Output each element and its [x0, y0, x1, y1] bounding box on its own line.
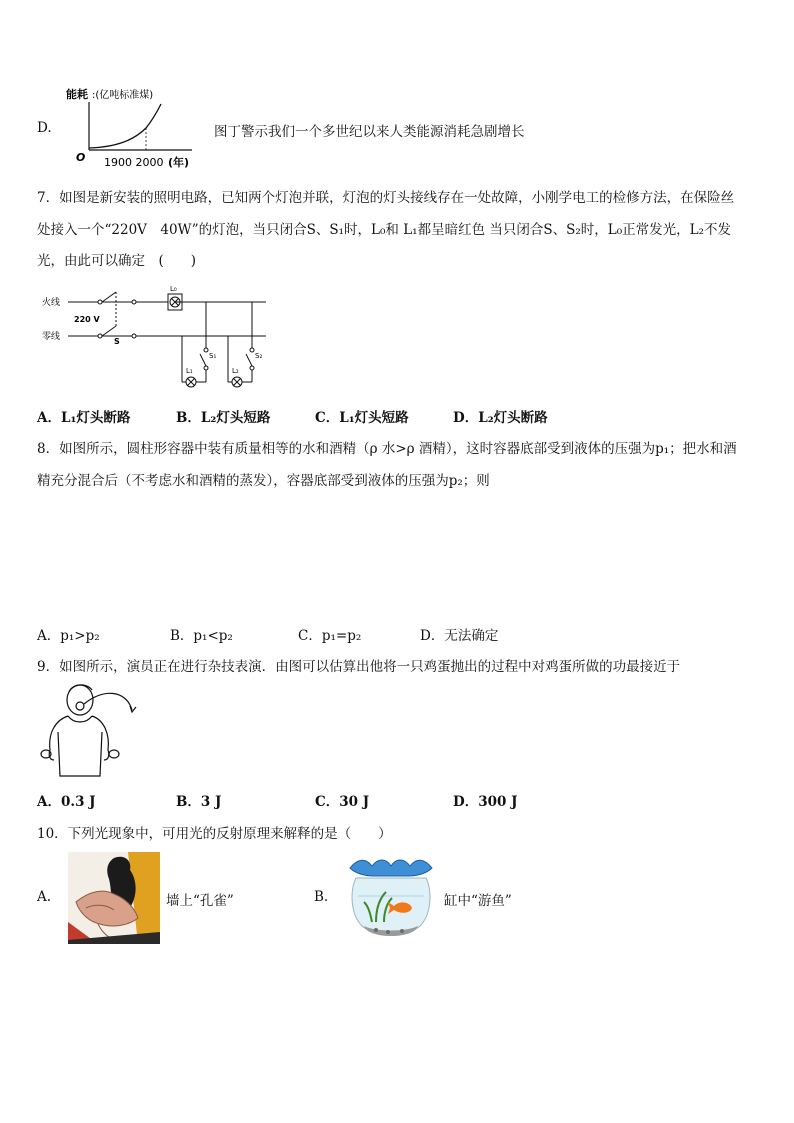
- q10-option-b-text: 缸中“游鱼”: [444, 893, 512, 909]
- q9-option-b: B．3 J: [176, 794, 222, 810]
- graph-x-ticks: 1900 2000: [104, 156, 164, 169]
- q8-option-c: C．p₁=p₂: [298, 628, 362, 644]
- q9-option-c: C．30 J: [315, 794, 370, 810]
- graph-curve: [89, 104, 161, 148]
- voltage-label: 220 V: [74, 315, 100, 324]
- q8-option-a: A．p₁>p₂: [37, 628, 100, 644]
- q9-stem-line1: 9．如图所示，演员正在进行杂技表演．由图可以估算出他将一只鸡蛋抛出的过程中对鸡蛋所做的功最接近于: [37, 659, 681, 675]
- q7-option-d: D．L₂灯头断路: [453, 410, 548, 426]
- lamp-l0-label: L₀: [170, 285, 177, 293]
- fish-bowl-image: [346, 856, 436, 942]
- graph-ylabel-unit: :(亿吨标准煤): [92, 90, 154, 101]
- q6-option-d-label: D.: [37, 120, 52, 136]
- q10-option-a-label: A.: [37, 889, 52, 905]
- switch-s2-label: S₂: [255, 352, 263, 360]
- circuit-diagram: [36, 280, 276, 392]
- q7-stem-line1: 7．如图是新安装的照明电路，已知两个灯泡并联，灯泡的灯头接线存在一处故障，小刚学电工的检修方法，在保险丝: [37, 190, 735, 206]
- q6-option-d-statement: 图丁警示我们一个多世纪以来人类能源消耗急剧增长: [214, 124, 525, 140]
- neutral-wire-label: 零线: [42, 332, 61, 342]
- juggler-illustration: [34, 680, 144, 784]
- q10-stem-line1: 10．下列光现象中，可用光的反射原理来解释的是（ ）: [37, 826, 392, 842]
- switch-s1-label: S₁: [209, 352, 217, 360]
- lamp-l2-label: L₂: [232, 367, 239, 375]
- energy-consumption-graph: [62, 84, 212, 172]
- q8-stem-line1: 8．如图所示，圆柱形容器中装有质量相等的水和酒精（ρ 水>ρ 酒精），这时容器底部受到液体的压强为p₁；把水和酒: [37, 441, 737, 457]
- lamp-l1-label: L₁: [186, 367, 193, 375]
- graph-origin: O: [76, 151, 86, 164]
- live-wire-label: 火线: [42, 298, 61, 308]
- hand-shadow-peacock-image: [68, 852, 160, 944]
- q7-option-c: C．L₁灯头短路: [315, 410, 409, 426]
- graph-x-unit: (年): [168, 156, 190, 169]
- q7-stem-line2: 处接入一个“220V 40W”的灯泡，当只闭合S、S₁时，L₀和 L₁都呈暗红色 当只闭合S、S₂时，L₀正常发光，L₂不发: [37, 222, 732, 238]
- graph-ylabel: 能耗: [66, 88, 88, 101]
- q7-stem-line3: 光，由此可以确定 ( ): [37, 253, 197, 269]
- q10-option-a-text: 墙上“孔雀”: [166, 893, 234, 909]
- q8-stem-line2: 精充分混合后（不考虑水和酒精的蒸发），容器底部受到液体的压强为p₂；则: [37, 473, 490, 489]
- q10-option-b-label: B.: [314, 889, 329, 905]
- switch-s-label: S: [114, 337, 120, 346]
- q7-option-b: B．L₂灯头短路: [176, 410, 271, 426]
- q8-option-b: B．p₁<p₂: [170, 628, 233, 644]
- q9-option-d: D．300 J: [453, 794, 518, 810]
- q9-option-a: A．0.3 J: [37, 794, 96, 810]
- q7-option-a: A．L₁灯头断路: [37, 410, 131, 426]
- q8-option-d: D．无法确定: [420, 628, 499, 644]
